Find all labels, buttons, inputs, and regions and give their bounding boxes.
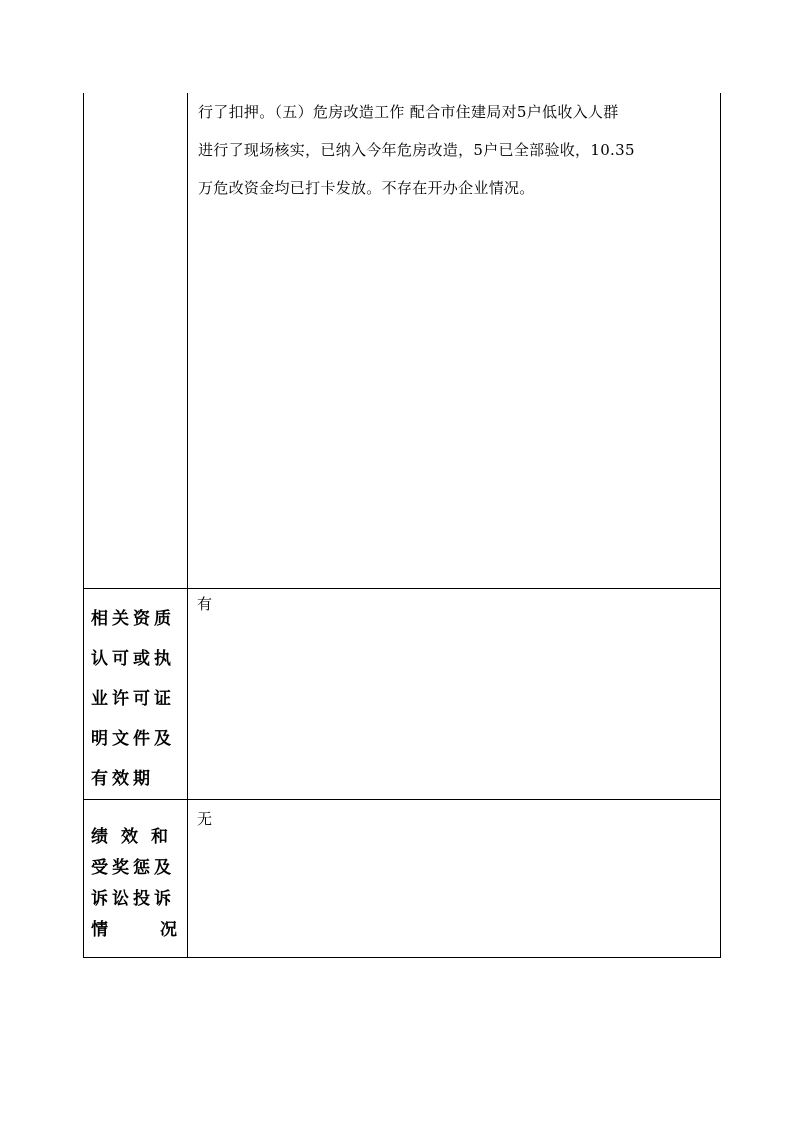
label-line: 绩效和 [91, 826, 181, 847]
qualification-value: 有 [197, 594, 213, 613]
paragraph-line: 进行了现场核实，已纳入今年危房改造，5户已全部验收，10.35 [198, 141, 635, 159]
table-row [84, 93, 721, 588]
qualification-value-cell [188, 588, 721, 799]
qualification-label [84, 589, 187, 799]
performance-value: 无 [197, 809, 213, 828]
work-description-cell [188, 93, 721, 588]
performance-label-cell [84, 799, 188, 957]
performance-label [84, 800, 187, 946]
table-row [84, 588, 721, 799]
empty-label-cell [84, 93, 188, 588]
table-row [84, 799, 721, 957]
label-line: 明文件及 [91, 728, 175, 749]
paragraph-line: 行了扣押。（五）危房改造工作 配合市住建局对5户低收入人群 [198, 103, 619, 121]
qualification-label-cell [84, 588, 188, 799]
performance-value-cell [188, 799, 721, 957]
label-line: 受奖惩及 [91, 857, 175, 878]
info-table [83, 93, 721, 958]
label-char: 情 [91, 919, 108, 940]
label-char: 况 [160, 919, 177, 940]
work-description-text [188, 93, 720, 207]
label-line: 相关资质 [91, 608, 175, 629]
label-line: 业许可证 [91, 688, 175, 709]
label-line: 诉讼投诉 [91, 888, 175, 909]
paragraph-line: 万危改资金均已打卡发放。不存在开办企业情况。 [198, 179, 535, 197]
label-line: 认可或执 [91, 648, 175, 669]
label-line: 有效期 [91, 768, 154, 789]
label-line [91, 915, 177, 946]
